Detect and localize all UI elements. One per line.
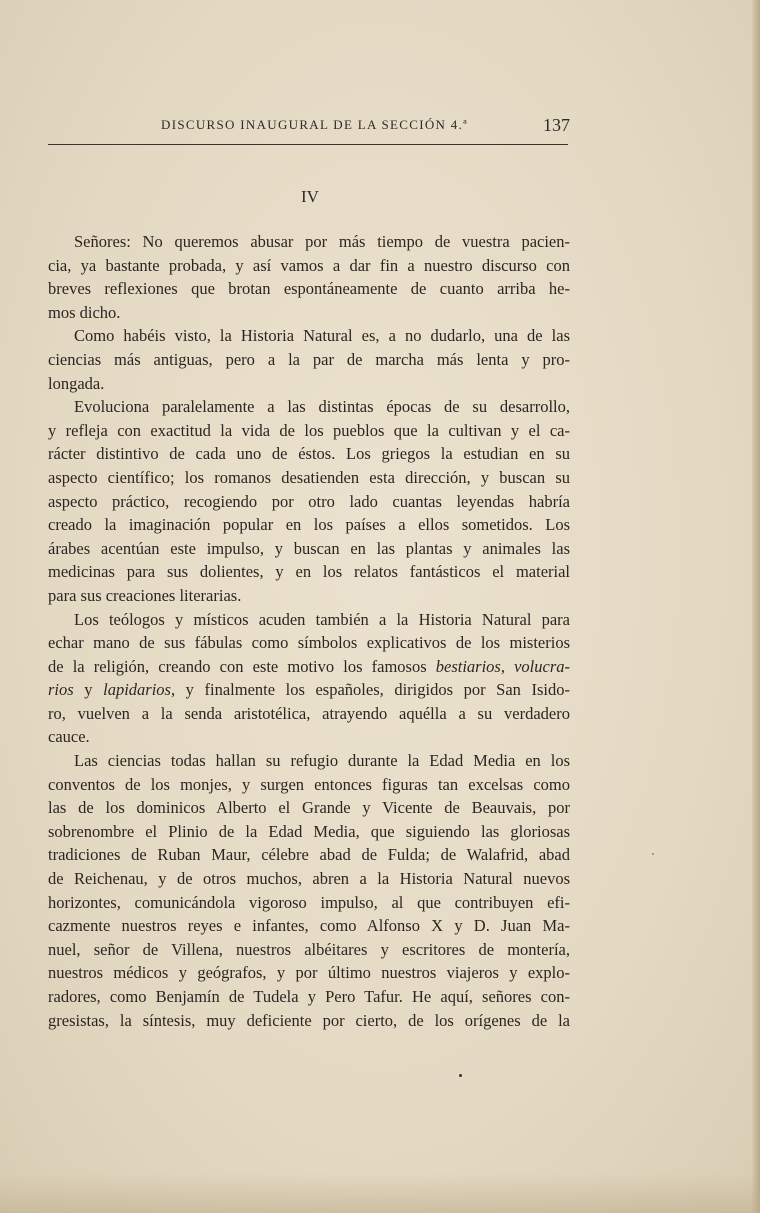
text-line: y refleja con exactitud la vida de los pueblos que la cultivan y el ca- bbox=[48, 420, 570, 440]
text-line: ciencias más antiguas, pero a la par de marcha más lenta y pro- bbox=[48, 349, 570, 369]
text-line: creado la imaginación popular en los países a ellos sometidos. Los bbox=[48, 515, 570, 535]
text-line: aspecto práctico, recogiendo por otro lado cuantas leyendas habría bbox=[48, 491, 570, 511]
paragraph-5 bbox=[48, 749, 570, 1032]
italic-term: volucra- bbox=[514, 656, 570, 676]
ink-speck bbox=[459, 1074, 462, 1077]
text-line: Los teólogos y místicos acuden también a la Historia Natural para bbox=[74, 609, 570, 629]
italic-term: rios bbox=[48, 680, 74, 700]
paragraph-4 bbox=[48, 608, 570, 750]
running-head: DISCURSO INAUGURAL DE LA SECCIÓN 4.ª bbox=[161, 117, 469, 132]
page-edge bbox=[752, 0, 760, 1213]
page-number: 137 bbox=[543, 115, 570, 135]
text-line bbox=[48, 678, 570, 702]
text-line bbox=[48, 655, 570, 679]
section-heading: IV bbox=[301, 187, 319, 206]
header-rule bbox=[48, 144, 568, 145]
text-line: horizontes, comunicándola vigoroso impulso, al que contribuyen efi- bbox=[48, 892, 570, 912]
text-line: nuestros médicos y geógrafos, y por último nuestros viajeros y explo- bbox=[48, 963, 570, 983]
text-line: breves reflexiones que brotan espontáneamente de cuanto arriba he- bbox=[48, 279, 570, 299]
text-line: mos dicho. bbox=[48, 302, 121, 322]
text-line: sobrenombre el Plinio de la Edad Media, que siguiendo las gloriosas bbox=[48, 821, 570, 841]
text-line: tradiciones de Ruban Maur, célebre abad de Fulda; de Walafrid, abad bbox=[48, 845, 570, 865]
text-line: medicinas para sus dolientes, y en los relatos fantásticos el material bbox=[48, 562, 570, 582]
page-shadow bbox=[0, 1173, 760, 1213]
text-line: radores, como Benjamín de Tudela y Pero Tafur. He aquí, señores con- bbox=[48, 987, 570, 1006]
paragraph-3 bbox=[48, 395, 570, 607]
text-line: longada. bbox=[48, 373, 105, 393]
italic-term: bestiarios bbox=[435, 656, 501, 676]
page-header bbox=[48, 112, 570, 146]
text-line: aspecto científico; los romanos desatienden esta dirección, y buscan su bbox=[48, 467, 570, 487]
text-line: nuel, señor de Villena, nuestros albéitares y escritores de montería, bbox=[48, 939, 570, 959]
text-line: ro, vuelven a la senda aristotélica, atrayendo aquélla a su verdadero bbox=[48, 703, 570, 723]
text-line: cia, ya bastante probada, y así vamos a dar fin a nuestro discurso con bbox=[48, 255, 570, 275]
paragraph-1 bbox=[48, 230, 570, 324]
text-line: cazmente nuestros reyes e infantes, como Alfonso X y D. Juan Ma- bbox=[48, 916, 570, 936]
ink-speck bbox=[652, 853, 654, 855]
text-line: Como habéis visto, la Historia Natural es, a no dudarlo, una de las bbox=[74, 326, 570, 346]
text-line: las de los dominicos Alberto el Grande y Vicente de Beauvais, por bbox=[48, 798, 570, 818]
text-line: para sus creaciones literarias. bbox=[48, 585, 242, 605]
paragraph-2 bbox=[48, 324, 570, 395]
text-line: árabes acentúan este impulso, y buscan en las plantas y animales las bbox=[48, 538, 570, 558]
text-line: conventos de los monjes, y surgen entonces figuras tan excelsas como bbox=[48, 774, 570, 794]
text-line: rácter distintivo de cada uno de éstos. Los griegos la estudian en su bbox=[48, 444, 570, 464]
text-line: de Reichenau, y de otros muchos, abren a la Historia Natural nuevos bbox=[48, 869, 570, 889]
text-line: Señores: No queremos abusar por más tiempo de vuestra pacien- bbox=[74, 232, 570, 251]
text-line: Las ciencias todas hallan su refugio durante la Edad Media en los bbox=[74, 751, 570, 771]
text-segment: de la religión, creando con este motivo los famosos bbox=[48, 656, 427, 676]
text-line: Evoluciona paralelamente a las distintas épocas de su desarrollo, bbox=[74, 397, 570, 417]
text-line: cauce. bbox=[48, 727, 90, 747]
text-line: echar mano de sus fábulas como símbolos explicativos de los misterios bbox=[48, 633, 570, 653]
text-segment: , bbox=[500, 656, 505, 676]
text-line: gresistas, la síntesis, muy deficiente por cierto, de los orígenes de la bbox=[48, 1010, 570, 1030]
body-text bbox=[48, 230, 570, 1032]
text-segment: , y finalmente los españoles, dirigidos por San Isido- bbox=[170, 680, 570, 700]
italic-term: lapidarios bbox=[103, 680, 171, 700]
text-segment: y bbox=[73, 680, 104, 700]
